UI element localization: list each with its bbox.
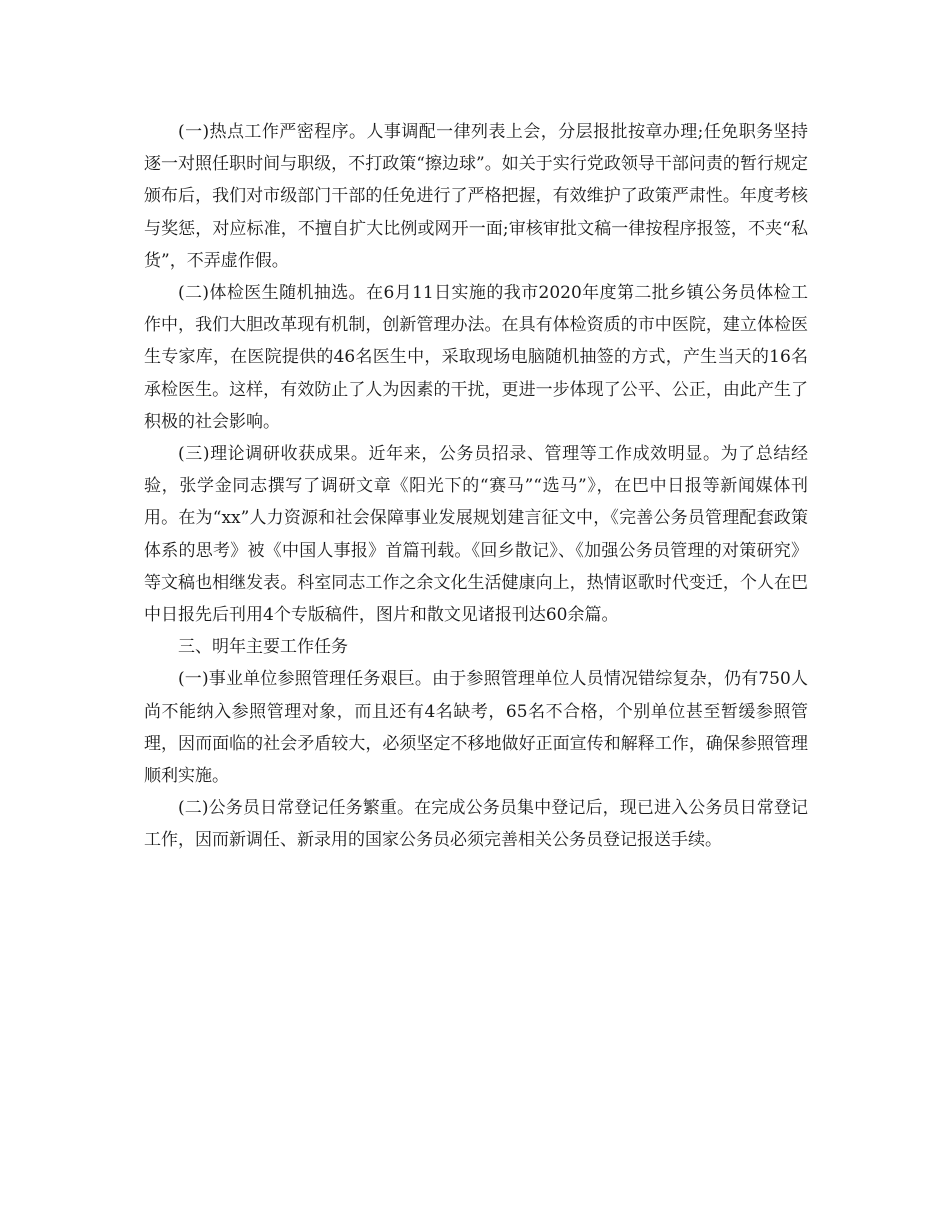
- paragraph-civil-servant-registration: (二)公务员日常登记任务繁重。在完成公务员集中登记后，现已进入公务员日常登记工作，因而新调任、新录用的国家公务员必须完善相关公务员登记报送手续。: [144, 798, 808, 851]
- paragraph-doctor-random-selection: (二)体检医生随机抽选。在6月11日实施的我市2020年度第二批乡镇公务员体检工作中，我们大胆改革现有机制，创新管理办法。在具有体检资质的市中医院，建立体检医生专家库，在医院提供的46名医生中，采取现场电脑随机抽签的方式，产生当天的16名承检医生。这样，有效防止了人为因素的干扰，更进一步体现了公平、公正，由此产生了积极的社会影响。: [144, 283, 808, 432]
- document-page: [144, 116, 808, 857]
- section-heading-next-year-tasks: 三、明年主要工作任务: [178, 637, 348, 658]
- paragraph-hot-work-procedures: (一)热点工作严密程序。人事调配一律列表上会，分层报批按章办理;任免职务坚持逐一对照任职时间与职级，不打政策“擦边球”。如关于实行党政领导干部问责的暂行规定颁布后，我们对市级部门干部的任免进行了严格把握，有效维护了政策严肃性。年度考核与奖惩，对应标准，不擅自扩大比例或网开一面;审核审批文稿一律按程序报签，不夹“私货”，不弄虚作假。: [144, 122, 808, 271]
- paragraph-theory-research-results: (三)理论调研收获成果。近年来，公务员招录、管理等工作成效明显。为了总结经验，张学金同志撰写了调研文章《阳光下的“赛马”“选马”》，在巴中日报等新闻媒体刊用。在为“xx”人力资源和社会保障事业发展规划建言征文中，《完善公务员管理配套政策体系的思考》被《中国人事报》首篇刊载。《回乡散记》、《加强公务员管理的对策研究》等文稿也相继发表。科室同志工作之余文化生活健康向上，热情讴歌时代变迁，个人在巴中日报先后刊用4个专版稿件，图片和散文见诸报刊达60余篇。: [144, 444, 808, 626]
- paragraph-institution-reference-management: (一)事业单位参照管理任务艰巨。由于参照管理单位人员情况错综复杂，仍有750人尚不能纳入参照管理对象，而且还有4名缺考，65名不合格，个别单位甚至暂缓参照管理，因而面临的社会矛盾较大，必须坚定不移地做好正面宣传和解释工作，确保参照管理顺利实施。: [144, 669, 808, 787]
